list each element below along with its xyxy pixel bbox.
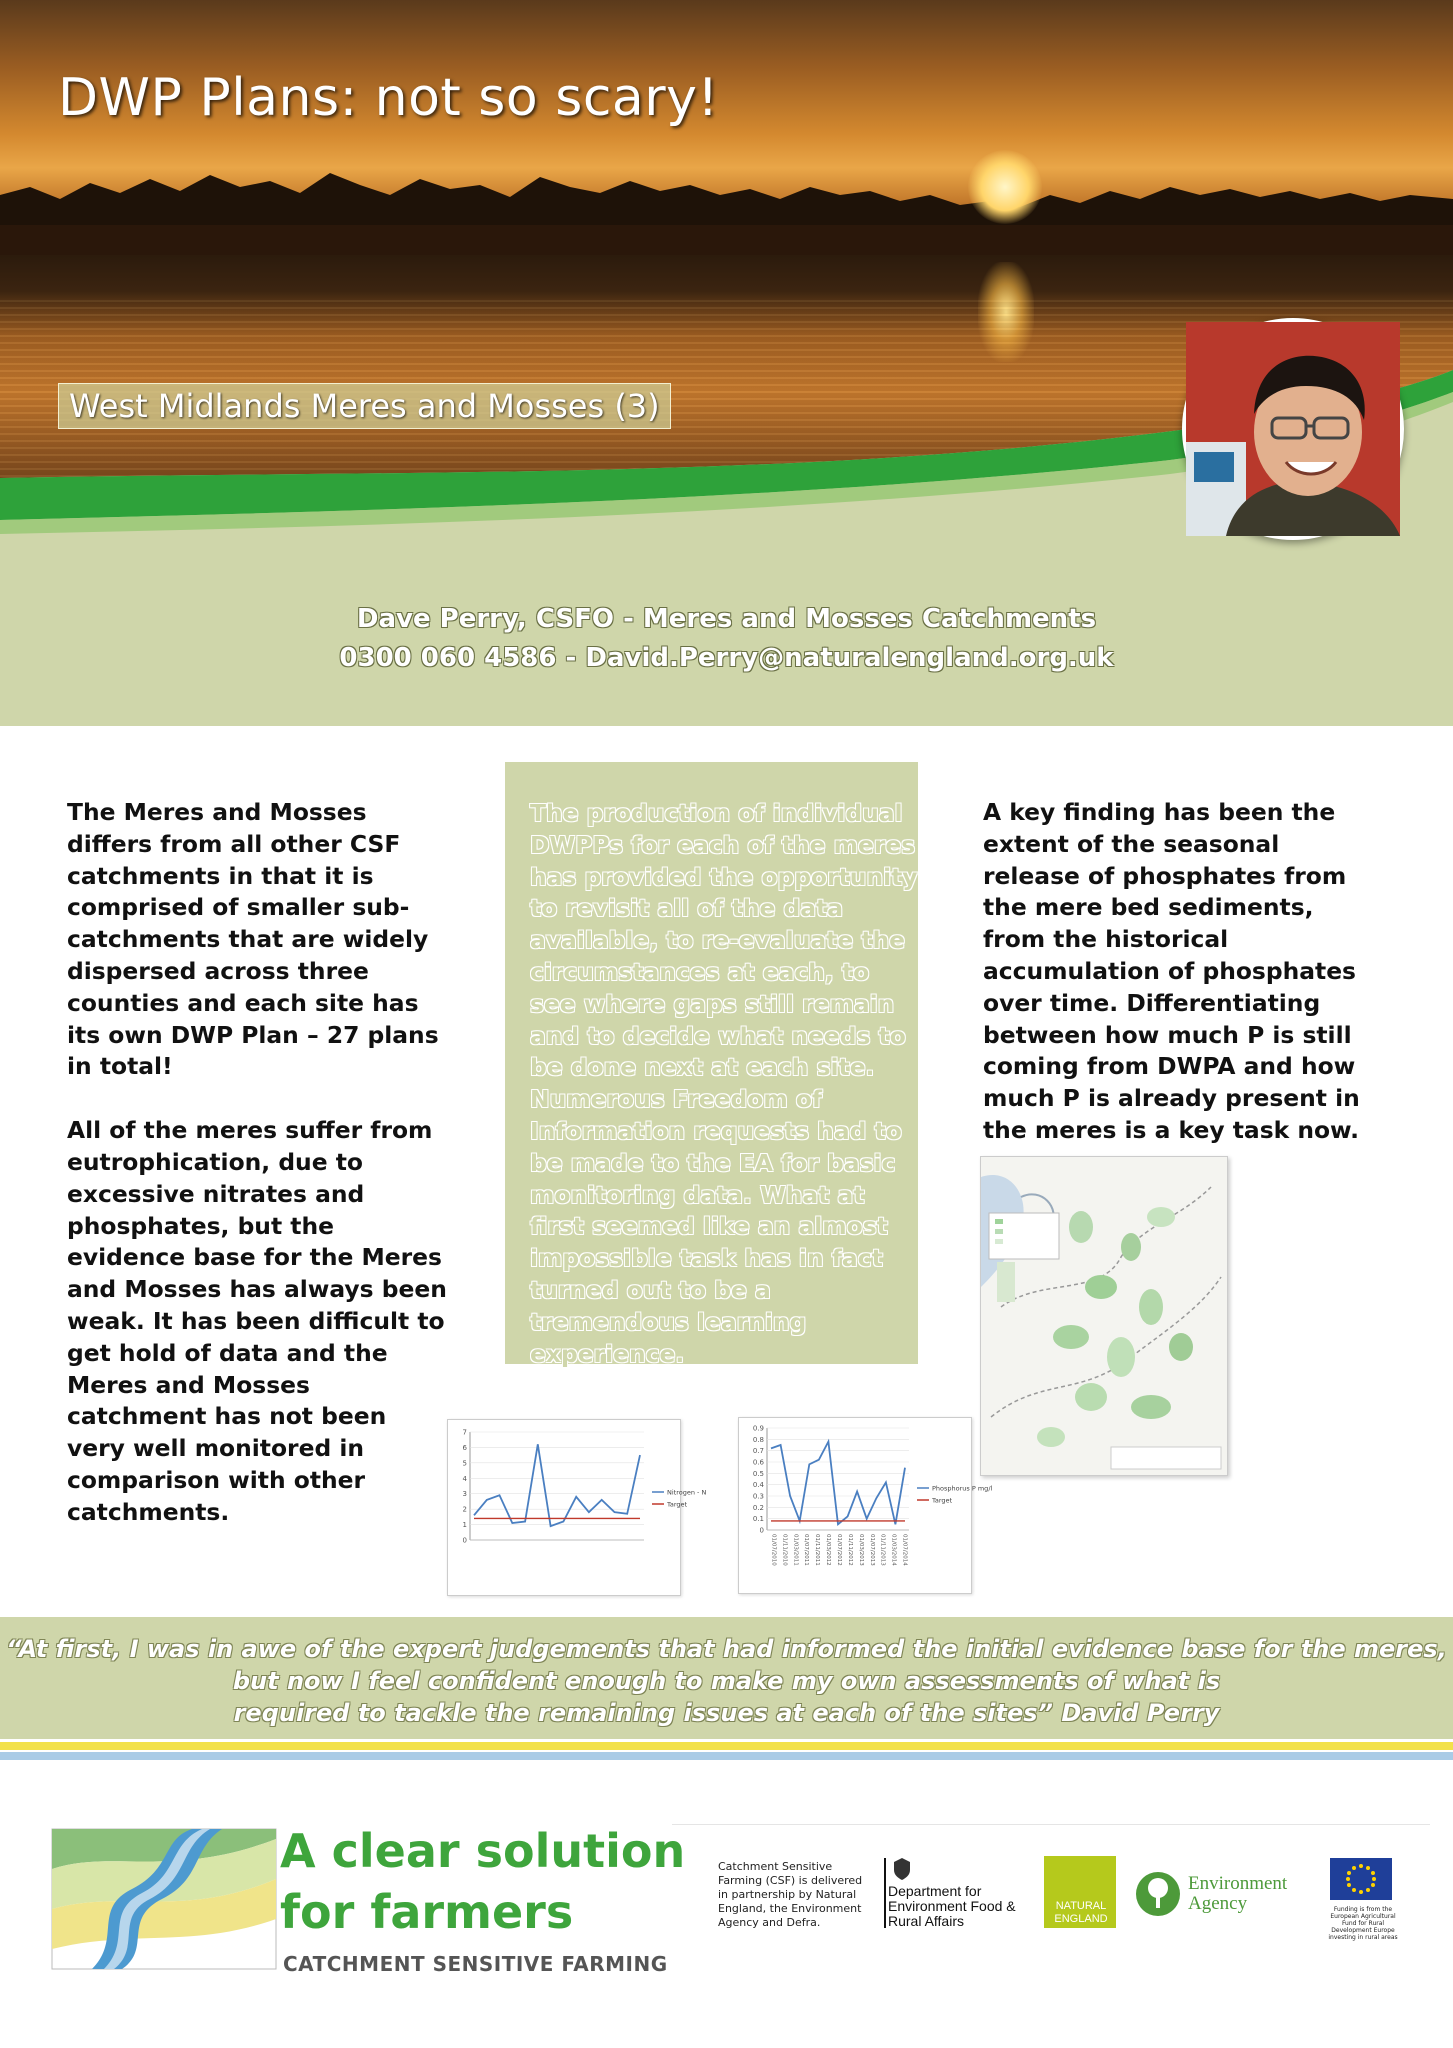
quote-line-3: required to tackle the remaining issues at each of the sites” David Perry [233,1699,1220,1727]
catchment-map [980,1156,1228,1476]
contact-details: 0300 060 4586 - David.Perry@naturalengland.org.uk [339,643,1114,673]
y-tick-label: 4 [462,1474,467,1483]
legend-label: Target [932,1496,953,1505]
left-paragraph-1: The Meres and Mosses differs from all other CSF catchments in that it is comprised of smaller sub-catchments that are widely dispersed across three counties and each site has its own DWP Plan – 27 plans in total! [67,798,439,1081]
natural-england-label: NATURAL ENGLAND [1054,1900,1108,1925]
crest-icon [892,1858,912,1880]
left-paragraph-2: All of the meres suffer from eutrophication, due to excessive nitrates and phosphates, but the evidence base for the Meres and Mosses has always been weak. It has been difficult to get hold of data and the Meres and Mosses catchment has not been very well monitored in comparison with other catchments. [67,1116,447,1526]
x-tick-label: 01/03/2012 [825,1534,832,1566]
quote-line-1: “At first, I was in awe of the expert judgements that had informed the initial evidence base for the meres, [6,1635,1447,1663]
y-tick-label: 0.1 [752,1515,764,1524]
tagline-csf: CATCHMENT SENSITIVE FARMING [283,1952,668,1976]
legend-label: Phosphorus P mg/l [932,1484,993,1493]
y-tick-label: 0.8 [752,1435,764,1444]
portrait-illustration [1186,322,1400,536]
environment-agency-label [1188,1874,1298,1914]
x-tick-label: 01/03/2013 [857,1534,864,1566]
x-tick-label: 01/03/2011 [792,1534,799,1566]
phosphorus-chart-svg [739,1418,993,1593]
y-tick-label: 0.9 [752,1424,764,1433]
y-tick-label: 0.6 [752,1458,764,1467]
x-tick-label: 01/07/2010 [770,1534,777,1566]
eu-flag [1330,1858,1392,1900]
phosphorus-chart [738,1417,993,1594]
legend-label: Target [667,1500,688,1509]
right-column [983,797,1378,1147]
yellow-stripe [0,1742,1453,1750]
x-tick-label: 01/07/2014 [901,1534,908,1566]
subtitle-banner [58,383,671,429]
defra-name [888,1884,1028,1929]
y-tick-label: 0.7 [752,1447,764,1456]
center-paragraph: The production of individual DWPPs for each of the meres has provided the opportunity to revisit all of the data available, to re-evaluate the circumstances at each, to see where gaps still remain and to decide what needs to be done next at each site. Numerous Freedom of Information requests had to be made to the EA for basic monitoring data. What at first seemed like an almost impossible task has in fact turned out to be a tremendous learning experience. [530,799,918,1368]
map-illustration [981,1157,1227,1475]
x-tick-label: 01/11/2013 [879,1534,886,1566]
x-tick-label: 01/07/2011 [803,1534,810,1566]
y-tick-label: 7 [462,1428,467,1437]
subtitle: West Midlands Meres and Mosses (3) [69,387,660,425]
x-tick-label: 01/03/2014 [890,1534,897,1566]
y-tick-label: 0.5 [752,1469,764,1478]
defra-label: Department for Environment Food & Rural Affairs [888,1883,1016,1929]
y-tick-label: 0 [462,1536,467,1545]
environment-agency-name: Environment Agency [1188,1873,1288,1914]
left-column [67,797,447,1529]
y-tick-label: 3 [462,1490,467,1499]
legend-label: Nitrogen - N [667,1488,707,1497]
nitrogen-chart [447,1419,707,1596]
y-tick-label: 0 [759,1526,764,1535]
quote [0,1633,1453,1729]
csf-partnership-note: Catchment Sensitive Farming (CSF) is delivered in partnership by Natural England, the Environment Agency and Defra. [718,1860,863,1929]
tree-icon [1136,1872,1180,1916]
page-title: DWP Plans: not so scary! [58,68,719,128]
tagline-line-1: A clear solution [280,1824,686,1878]
y-tick-label: 2 [462,1505,467,1514]
x-tick-label: 01/07/2013 [868,1534,875,1566]
y-tick-label: 5 [462,1459,467,1468]
y-tick-label: 0.3 [752,1492,764,1501]
y-tick-label: 0.4 [752,1481,764,1490]
author-portrait [1182,318,1404,540]
environment-agency-icon [1136,1872,1180,1916]
right-paragraph: A key finding has been the extent of the seasonal release of phosphates from the mere bed sediments, from the historical accumulation of phosphates over time. Differentiating between how much P is still coming from DWPA and how much P is already present in the meres is a key task now. [983,798,1360,1144]
x-tick-label: 01/11/2010 [781,1534,788,1566]
eu-funding-note: Funding is from the European Agricultural Fund for Rural Development Europe investing in rural areas [1328,1906,1398,1941]
blue-stripe [0,1752,1453,1760]
contact-name: Dave Perry, CSFO - Meres and Mosses Catchments [356,604,1097,634]
series-line-1 [771,1442,905,1525]
y-tick-label: 0.2 [752,1503,764,1512]
eu-stars-icon [1330,1858,1392,1900]
csf-logo [52,1829,276,1969]
tagline-line-2: for farmers [280,1885,574,1939]
nitrogen-chart-svg [448,1420,707,1595]
y-tick-label: 1 [462,1521,467,1530]
series-line-1 [474,1444,640,1526]
x-tick-label: 01/11/2012 [846,1534,853,1566]
x-tick-label: 01/11/2011 [814,1534,821,1566]
x-tick-label: 01/07/2012 [836,1534,842,1566]
y-tick-label: 6 [462,1443,467,1452]
quote-line-2: but now I feel confident enough to make my own assessments of what is [232,1667,1221,1695]
